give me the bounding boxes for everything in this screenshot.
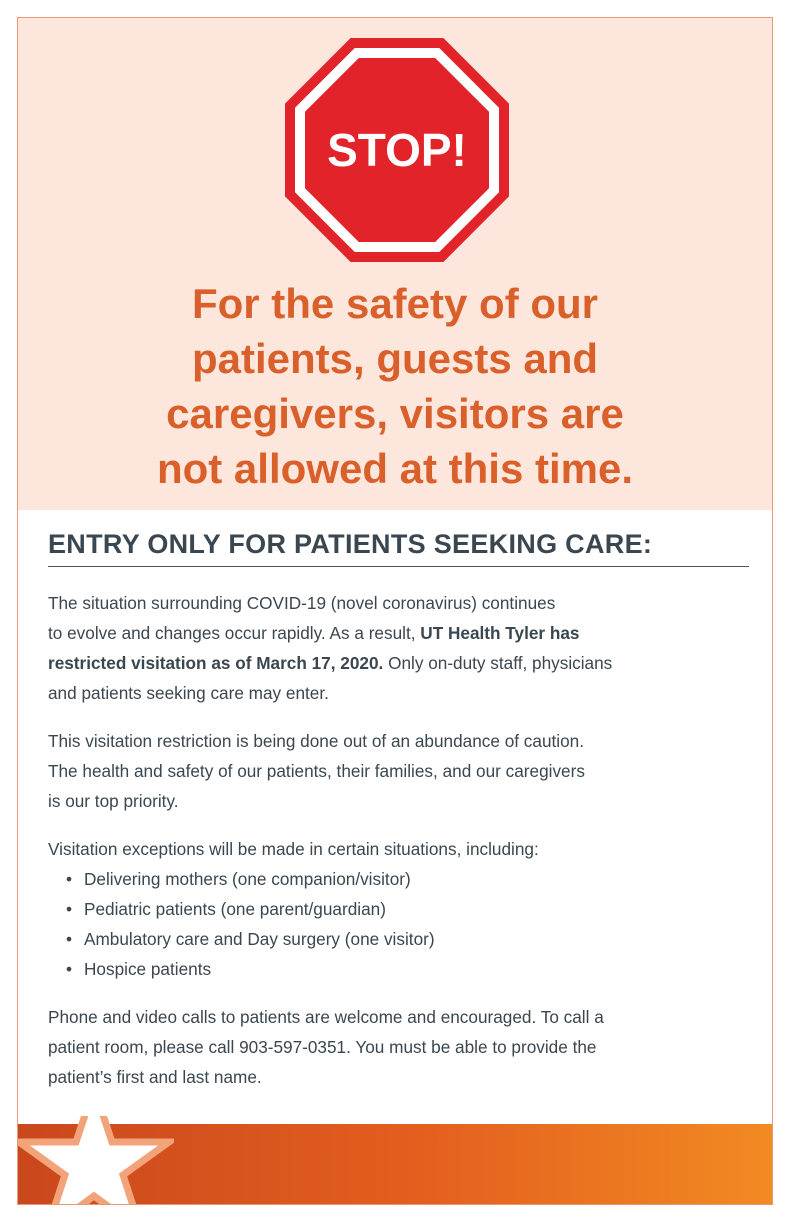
paragraph-caution xyxy=(48,726,748,816)
text-line: and patients seeking care may enter. xyxy=(48,683,329,703)
poster-frame xyxy=(17,17,773,1205)
alert-panel xyxy=(18,18,772,510)
text-line: patient’s first and last name. xyxy=(48,1067,262,1087)
footer-bar xyxy=(18,1124,772,1204)
stop-sign-text: STOP! xyxy=(327,124,467,176)
bold-text: UT Health Tyler has xyxy=(420,623,580,643)
bold-text: restricted visitation as of March 17, 2020. xyxy=(48,653,384,673)
star-icon xyxy=(17,1116,174,1205)
section-heading: ENTRY ONLY FOR PATIENTS SEEKING CARE: xyxy=(48,529,749,567)
list-item: • Ambulatory care and Day surgery (one visitor) xyxy=(66,924,748,954)
text-line: Phone and video calls to patients are welcome and encouraged. To call a xyxy=(48,1007,604,1027)
text-line: patient room, please call 903-597-0351. You must be able to provide the xyxy=(48,1037,597,1057)
headline-line: caregivers, visitors are xyxy=(166,390,624,437)
headline xyxy=(18,276,772,496)
headline-line: For the safety of our xyxy=(191,280,599,327)
exceptions-list xyxy=(48,864,748,984)
paragraph-phone xyxy=(48,1002,748,1092)
paragraph-situation xyxy=(48,588,748,708)
list-item: • Pediatric patients (one parent/guardian) xyxy=(66,894,748,924)
list-item: • Delivering mothers (one companion/visitor) xyxy=(66,864,748,894)
text-fragment: Only on-duty staff, physicians xyxy=(383,653,613,673)
text-line: is our top priority. xyxy=(48,791,179,811)
paragraph-exceptions-intro: Visitation exceptions will be made in certain situations, including: xyxy=(48,839,539,859)
text-line: This visitation restriction is being done out of an abundance of caution. xyxy=(48,731,585,751)
headline-line: patients, guests and xyxy=(191,335,599,382)
headline-line: not allowed at this time. xyxy=(156,445,634,492)
stop-sign-icon xyxy=(285,38,509,262)
list-item: • Hospice patients xyxy=(66,954,748,984)
text-line: The situation surrounding COVID-19 (novel coronavirus) continues xyxy=(48,593,556,613)
text-line xyxy=(48,618,748,648)
text-line: The health and safety of our patients, their families, and our caregivers xyxy=(48,761,585,781)
body-text xyxy=(48,588,748,1110)
text-fragment: to evolve and changes occur rapidly. As a result, xyxy=(48,623,421,643)
text-line xyxy=(48,648,748,678)
